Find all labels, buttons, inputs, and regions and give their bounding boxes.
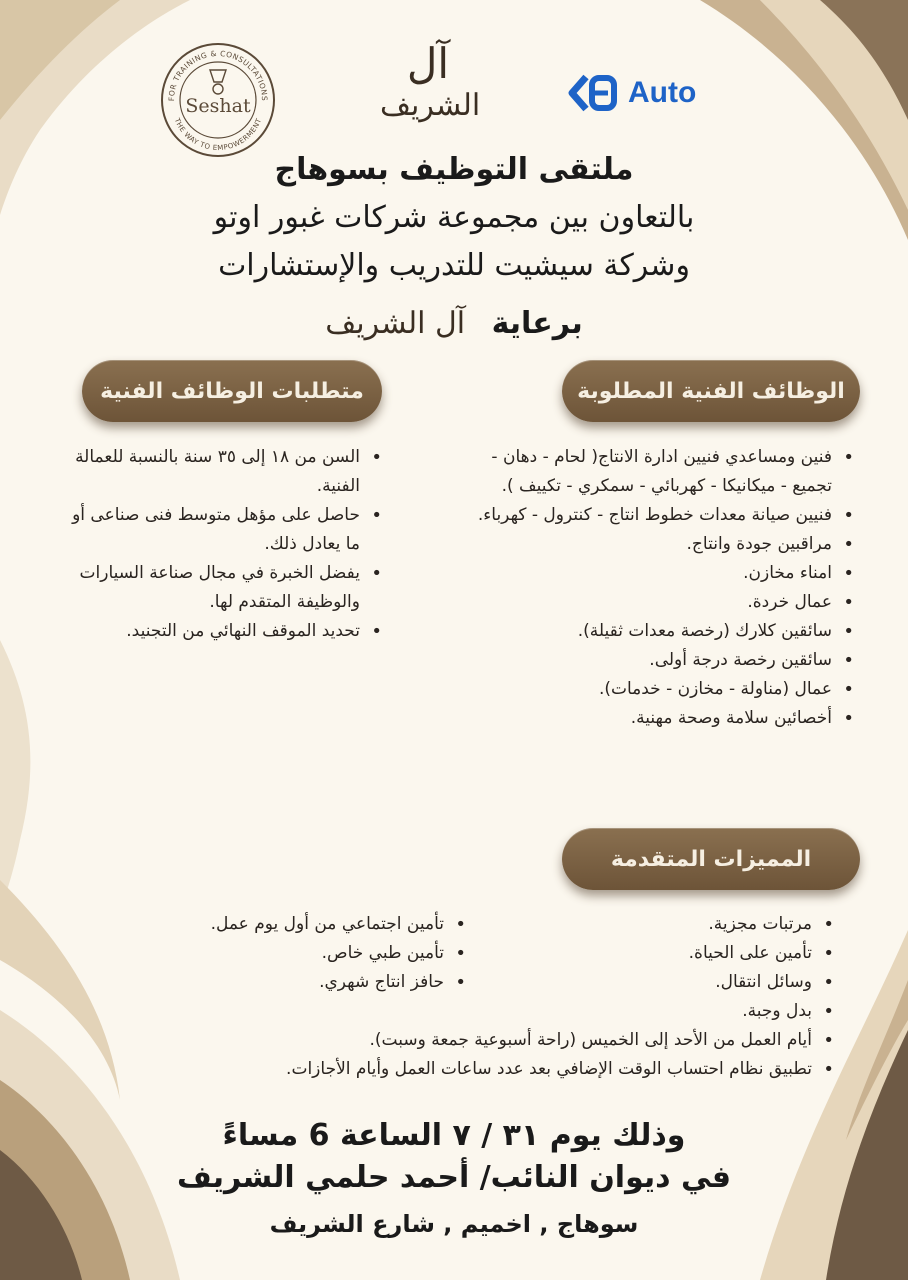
list-item: • تأمين على الحياة. (470, 939, 838, 968)
list-item: • سائقين كلارك (رخصة معدات ثقيلة). (462, 617, 858, 646)
advantages-list-full (150, 997, 838, 1084)
advantages-list-left (168, 910, 470, 997)
jobs-section-header: الوظائف الفنية المطلوبة (562, 360, 860, 422)
list-item: • عمال خردة. (462, 588, 858, 617)
seshat-ring-top: FOR TRAINING & CONSULTATIONS (166, 48, 270, 102)
list-item: • أخصائين سلامة وصحة مهنية. (462, 704, 858, 733)
list-item: • حافز انتاج شهري. (168, 968, 470, 997)
alsherif-logo (380, 39, 481, 134)
seshat-ring-bottom: THE WAY TO EMPOWERMENT (172, 117, 264, 153)
requirements-list (68, 443, 386, 646)
seshat-logo (160, 42, 276, 158)
list-item: • امناء مخازن. (462, 559, 858, 588)
list-item: • يفضل الخبرة في مجال صناعة السيارات والوظيفة المتقدم لها. (68, 559, 386, 617)
list-item: • تطبيق نظام احتساب الوقت الإضافي بعد عدد ساعات العمل وأيام الأجازات. (150, 1055, 838, 1084)
requirements-section-header: متطلبات الوظائف الفنية (82, 360, 382, 422)
auto-logo (566, 66, 736, 120)
list-item: • مراقبين جودة وانتاج. (462, 530, 858, 559)
list-item: • عمال (مناولة - مخازن - خدمات). (462, 675, 858, 704)
event-address: سوهاج , اخميم , شارع الشريف (269, 1210, 639, 1238)
list-item: • تأمين طبي خاص. (168, 939, 470, 968)
sponsor-label: برعاية (491, 306, 583, 341)
event-date: وذلك يوم ٣١ / ٧ الساعة 6 مساءً (222, 1118, 686, 1153)
alsherif-logo-line2: الشريف (380, 88, 481, 123)
list-item: • سائقين رخصة درجة أولى. (462, 646, 858, 675)
event-venue: في ديوان النائب/ أحمد حلمي الشريف (176, 1160, 732, 1195)
advantages-section-header: المميزات المتقدمة (562, 828, 860, 890)
sponsor-brand: آل الشريف (325, 306, 466, 341)
list-item: • بدل وجبة. (150, 997, 838, 1026)
seshat-wordmark: Seshat (185, 95, 251, 117)
list-item: • وسائل انتقال. (470, 968, 838, 997)
list-item: • حاصل على مؤهل متوسط فنى صناعى أو ما يعادل ذلك. (68, 501, 386, 559)
auto-wordmark: Auto (628, 76, 697, 109)
list-item: • فنين ومساعدي فنيين ادارة الانتاج( لحام - دهان - تجميع - ميكانيكا - كهربائي - سمكري - تكييف ). (462, 443, 858, 501)
alsherif-logo-line1: آل (406, 39, 450, 88)
subtitle-line-2: وشركة سيشيت للتدريب والإستشارات (218, 248, 690, 283)
advantages-list-right (470, 910, 838, 997)
sponsor-line (0, 306, 908, 341)
jobs-list (462, 443, 858, 733)
list-item: • فنيين صيانة معدات خطوط انتاج - كنترول - كهرباء. (462, 501, 858, 530)
list-item: • مرتبات مجزية. (470, 910, 838, 939)
seshat-emblem-icon (160, 42, 276, 158)
list-item: • أيام العمل من الأحد إلى الخميس (راحة أسبوعية جمعة وسبت). (150, 1026, 838, 1055)
list-item: • تأمين اجتماعي من أول يوم عمل. (168, 910, 470, 939)
auto-brand-icon (566, 73, 620, 113)
subtitle-line-1: بالتعاون بين مجموعة شركات غبور اوتو (213, 200, 695, 235)
list-item: • تحديد الموقف النهائي من التجنيد. (68, 617, 386, 646)
list-item: • السن من ١٨ إلى ٣٥ سنة بالنسبة للعمالة الفنية. (68, 443, 386, 501)
page-title: ملتقى التوظيف بسوهاج (274, 152, 634, 187)
